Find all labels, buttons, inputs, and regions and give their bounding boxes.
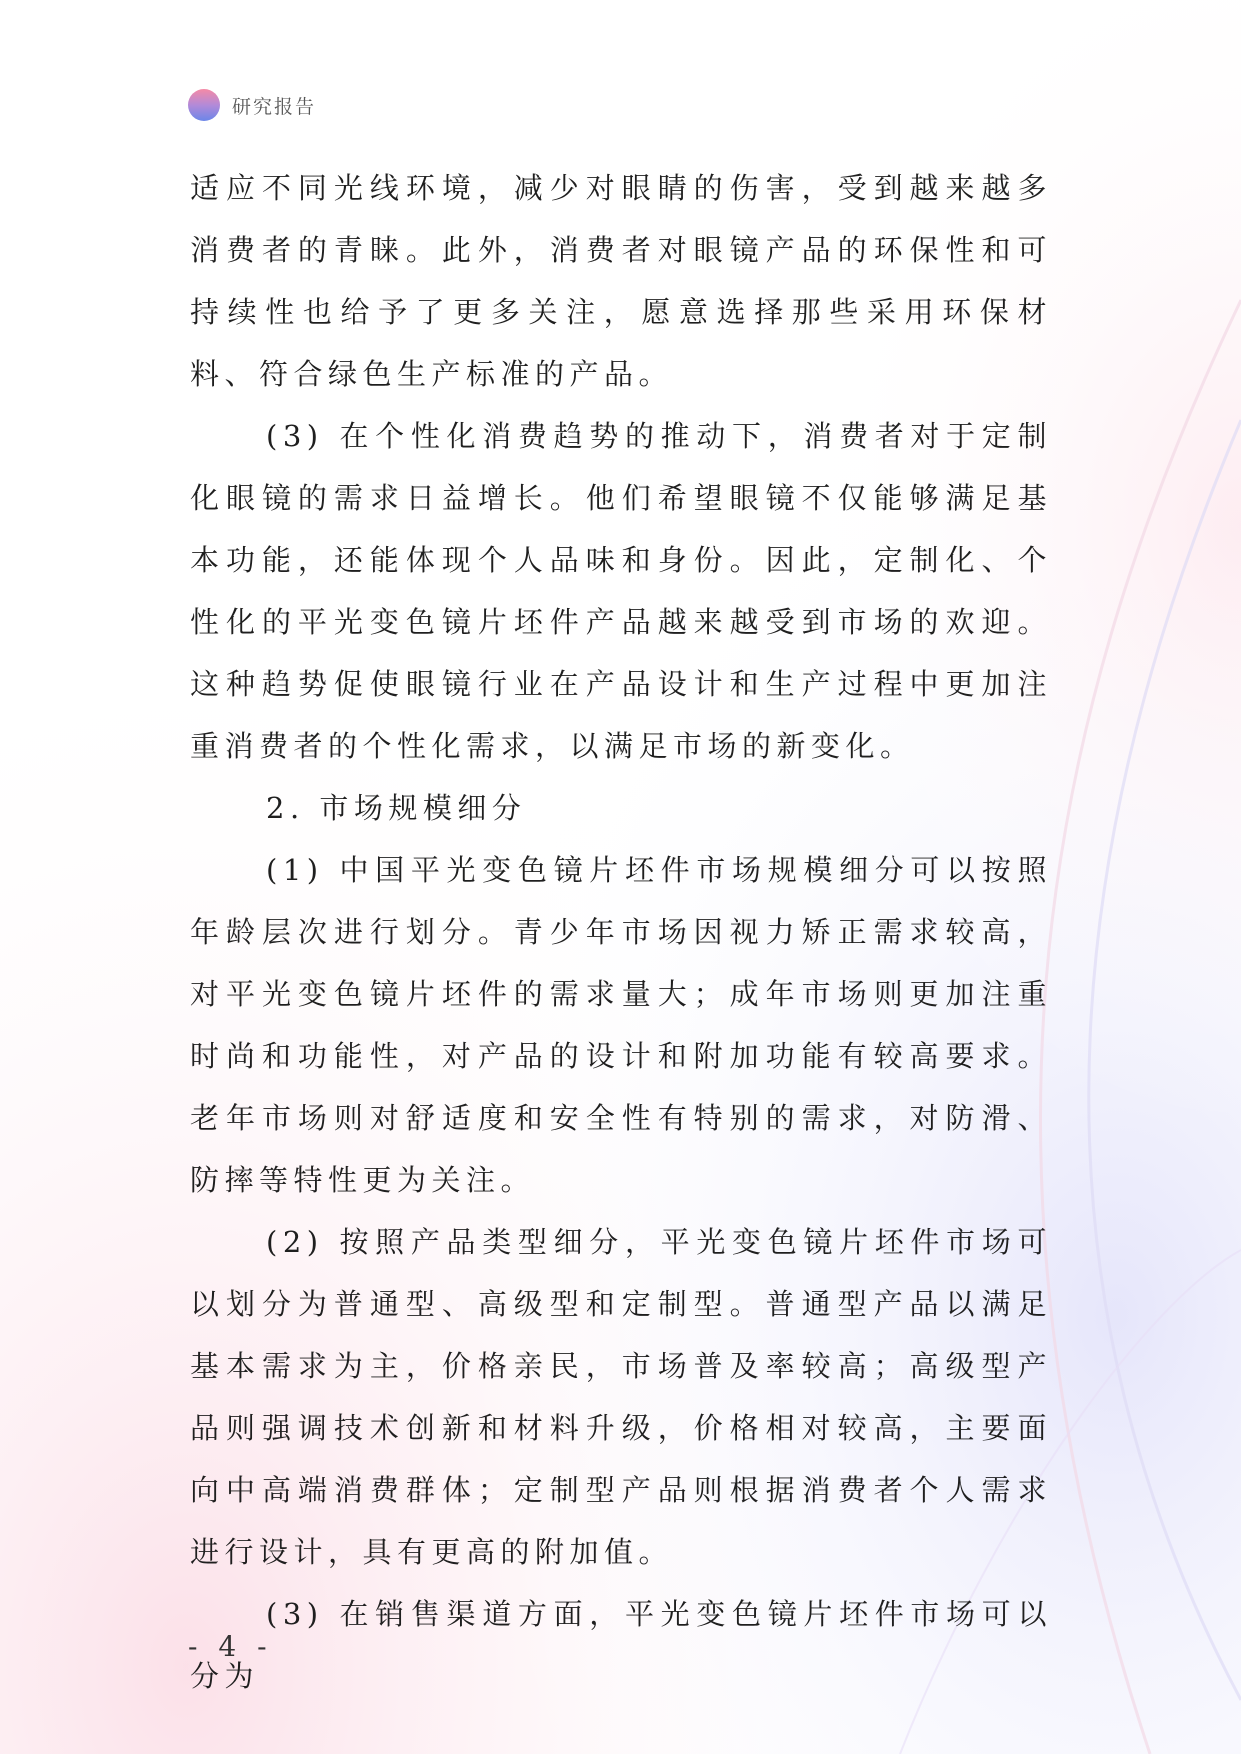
document-body xyxy=(190,157,1052,1707)
report-header xyxy=(188,88,316,122)
paragraph-1-age-segments: (1) 中国平光变色镜片坯件市场规模细分可以按照年龄层次进行划分。青少年市场因视力矫正需求较高，对平光变色镜片坯件的需求量大；成年市场则更加注重时尚和功能性，对产品的设计和附加功能有较高要求。老年市场则对舒适度和安全性有特别的需求，对防滑、防摔等特性更为关注。 xyxy=(190,853,1052,1197)
paragraph-continued: 适应不同光线环境，减少对眼睛的伤害，受到越来越多消费者的青睐。此外，消费者对眼镜产品的环保性和可持续性也给予了更多关注，愿意选择那些采用环保材料、符合绿色生产标准的产品。 xyxy=(190,171,1052,391)
header-title: 研究报告 xyxy=(232,95,317,118)
logo-circle-icon xyxy=(188,89,220,121)
section-heading: 2. 市场规模细分 xyxy=(266,791,527,825)
paragraph-2-product-types: (2) 按照产品类型细分，平光变色镜片坯件市场可以划分为普通型、高级型和定制型。普通型产品以满足基本需求为主，价格亲民，市场普及率较高；高级型产品则强调技术创新和材料升级，价格相对较高，主要面向中高端消费群体；定制型产品则根据消费者个人需求进行设计，具有更高的附加值。 xyxy=(190,1225,1052,1569)
paragraph-3-sales-channels: (3) 在销售渠道方面，平光变色镜片坯件市场可以分为 xyxy=(190,1597,1052,1693)
page-number: - 4 - xyxy=(188,1630,273,1663)
paragraph-3-customization: (3) 在个性化消费趋势的推动下，消费者对于定制化眼镜的需求日益增长。他们希望眼镜不仅能够满足基本功能，还能体现个人品味和身份。因此，定制化、个性化的平光变色镜片坯件产品越来越受到市场的欢迎。这种趋势促使眼镜行业在产品设计和生产过程中更加注重消费者的个性化需求，以满足市场的新变化。 xyxy=(190,419,1052,763)
